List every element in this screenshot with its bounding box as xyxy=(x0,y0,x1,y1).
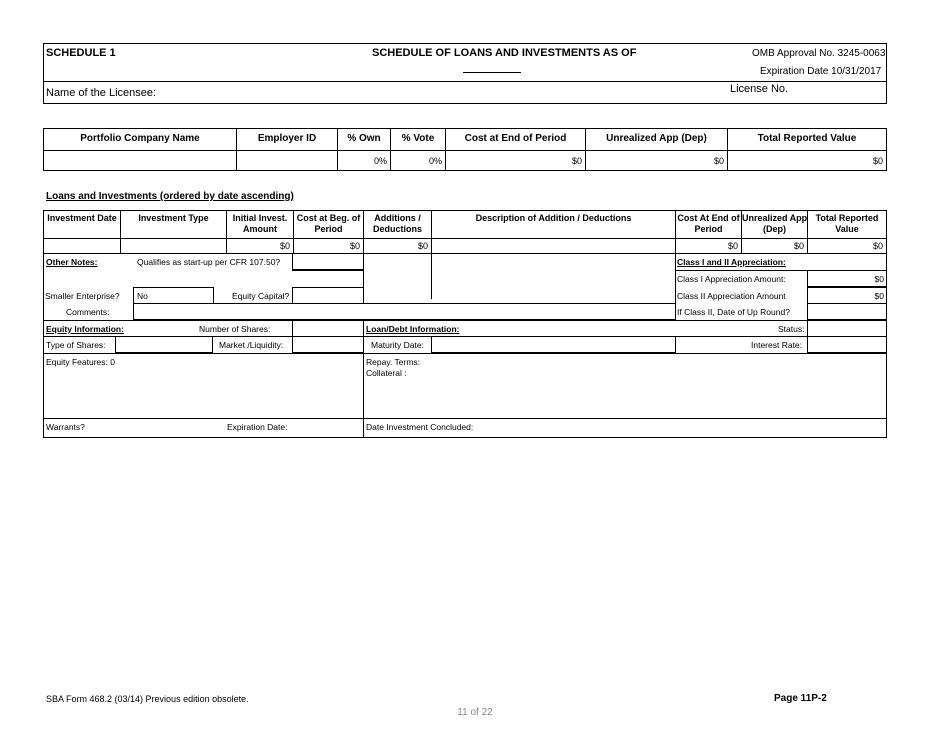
col-initial-invest-2: Amount xyxy=(243,224,277,234)
initial-invest-value[interactable]: $0 xyxy=(279,241,290,251)
col-cost-beg-2: Period xyxy=(314,224,343,234)
page-counter: 11 of 22 xyxy=(457,707,493,718)
cost-end-loans-value[interactable]: $0 xyxy=(727,241,738,251)
section-line xyxy=(43,320,887,321)
col-cost-beg: Cost at Beg. of xyxy=(296,213,361,223)
col-additions-2: Deductions xyxy=(372,224,422,234)
col-description: Description of Addition / Deductions xyxy=(475,213,632,223)
shares-field[interactable] xyxy=(292,320,364,337)
omb-approval: OMB Approval No. 3245-0063 xyxy=(752,48,886,59)
col-unrealized: Unrealized App (Dep) xyxy=(606,133,707,144)
comments-field[interactable] xyxy=(133,303,676,320)
cost-beg-value[interactable]: $0 xyxy=(349,241,360,251)
col-own: % Own xyxy=(347,133,381,144)
as-of-date-line[interactable] xyxy=(463,72,521,73)
warrants-label[interactable]: Warrants? xyxy=(46,422,85,432)
status-field[interactable] xyxy=(807,320,887,337)
expiration-date: Expiration Date 10/31/2017 xyxy=(760,66,882,77)
col-investment-type: Investment Type xyxy=(138,213,209,223)
col-total-loans-2: Value xyxy=(835,224,859,234)
col-total-loans: Total Reported xyxy=(815,213,879,223)
section-line xyxy=(43,353,887,354)
license-no-label: License No. xyxy=(730,83,789,95)
smaller-enterprise-value[interactable]: No xyxy=(137,291,148,301)
col-divider xyxy=(226,238,227,253)
status-label: Status: xyxy=(778,324,805,334)
maturity-date-field[interactable] xyxy=(431,336,676,353)
market-liquidity-label: Market /Liquidity: xyxy=(219,340,284,350)
col-total-value: Total Reported Value xyxy=(757,133,857,144)
total-loans-value[interactable]: $0 xyxy=(872,241,883,251)
loan-info-heading: Loan/Debt Information: xyxy=(366,324,460,334)
page-label: Page 11P-2 xyxy=(774,693,827,704)
smaller-enterprise-label: Smaller Enterprise? xyxy=(45,291,120,301)
col-cost-end-loans-2: Period xyxy=(694,224,723,234)
col-divider xyxy=(293,238,294,253)
repay-terms-label[interactable]: Repay. Terms: xyxy=(366,357,421,367)
class2-date-field[interactable] xyxy=(807,303,887,320)
own-value[interactable]: 0% xyxy=(373,156,387,166)
col-employer-id: Employer ID xyxy=(257,133,317,144)
col-initial-invest: Initial Invest. xyxy=(232,213,288,223)
equity-capital-field[interactable] xyxy=(292,287,364,304)
maturity-date-label: Maturity Date: xyxy=(371,340,424,350)
schedule-label: SCHEDULE 1 xyxy=(46,47,116,59)
class2-date-label: If Class II, Date of Up Round? xyxy=(677,307,790,317)
notes-line xyxy=(292,270,364,271)
cost-end-value[interactable]: $0 xyxy=(571,156,582,166)
interest-rate-label: Interest Rate: xyxy=(751,340,803,350)
class2-value[interactable]: $0 xyxy=(874,291,884,301)
class1-value[interactable]: $0 xyxy=(874,274,884,284)
col-investment-date: Investment Date xyxy=(47,213,117,223)
unrealized-value[interactable]: $0 xyxy=(713,156,724,166)
col-additions: Additions / xyxy=(374,213,421,223)
section-line xyxy=(43,418,887,419)
warrants-expiration-label[interactable]: Expiration Date: xyxy=(227,422,288,432)
equity-features-label[interactable]: Equity Features: 0 xyxy=(46,357,115,367)
total-value[interactable]: $0 xyxy=(872,156,883,166)
class2-label: Class II Appreciation Amount xyxy=(677,291,786,301)
additions-value[interactable]: $0 xyxy=(417,241,428,251)
equity-info-heading: Equity Information: xyxy=(46,324,124,334)
shares-label: Number of Shares: xyxy=(199,324,271,334)
startup-field[interactable] xyxy=(292,253,364,270)
collateral-label[interactable]: Collateral : xyxy=(366,368,407,378)
other-notes-label: Other Notes: xyxy=(46,257,98,267)
col-vote: % Vote xyxy=(401,133,435,144)
type-shares-label: Type of Shares: xyxy=(46,340,106,350)
col-cost-end-loans: Cost At End of xyxy=(677,213,740,223)
comments-label: Comments: xyxy=(66,307,110,317)
loans-section-title: Loans and Investments (ordered by date ascending) xyxy=(46,191,294,202)
col-unrealized-loans-2: (Dep) xyxy=(763,224,786,234)
equity-capital-label: Equity Capital? xyxy=(232,291,290,301)
header-divider xyxy=(43,81,887,82)
col-portfolio-company: Portfolio Company Name xyxy=(80,133,200,144)
col-cost-end: Cost at End of Period xyxy=(464,133,567,144)
class1-label: Class I Appreciation Amount: xyxy=(677,274,786,284)
market-liquidity-field[interactable] xyxy=(292,336,364,353)
startup-question: Qualifies as start-up per CFR 107.50? xyxy=(137,257,281,267)
investment-type-field[interactable] xyxy=(120,238,227,254)
notes-divider xyxy=(431,253,432,299)
unrealized-loans-value[interactable]: $0 xyxy=(793,241,804,251)
form-number: SBA Form 468.2 (03/14) Previous edition obsolete. xyxy=(46,694,249,704)
col-unrealized-loans: Unrealized App xyxy=(742,213,808,223)
licensee-name-label: Name of the Licensee: xyxy=(46,87,157,99)
date-concluded-label[interactable]: Date Investment Concluded: xyxy=(366,422,474,432)
vote-value[interactable]: 0% xyxy=(428,156,442,166)
interest-rate-field[interactable] xyxy=(807,336,887,353)
form-title: SCHEDULE OF LOANS AND INVESTMENTS AS OF xyxy=(372,47,637,59)
portfolio-header-divider xyxy=(43,150,887,151)
class-appreciation-heading: Class I and II Appreciation: xyxy=(677,257,786,267)
type-shares-field[interactable] xyxy=(115,336,213,353)
